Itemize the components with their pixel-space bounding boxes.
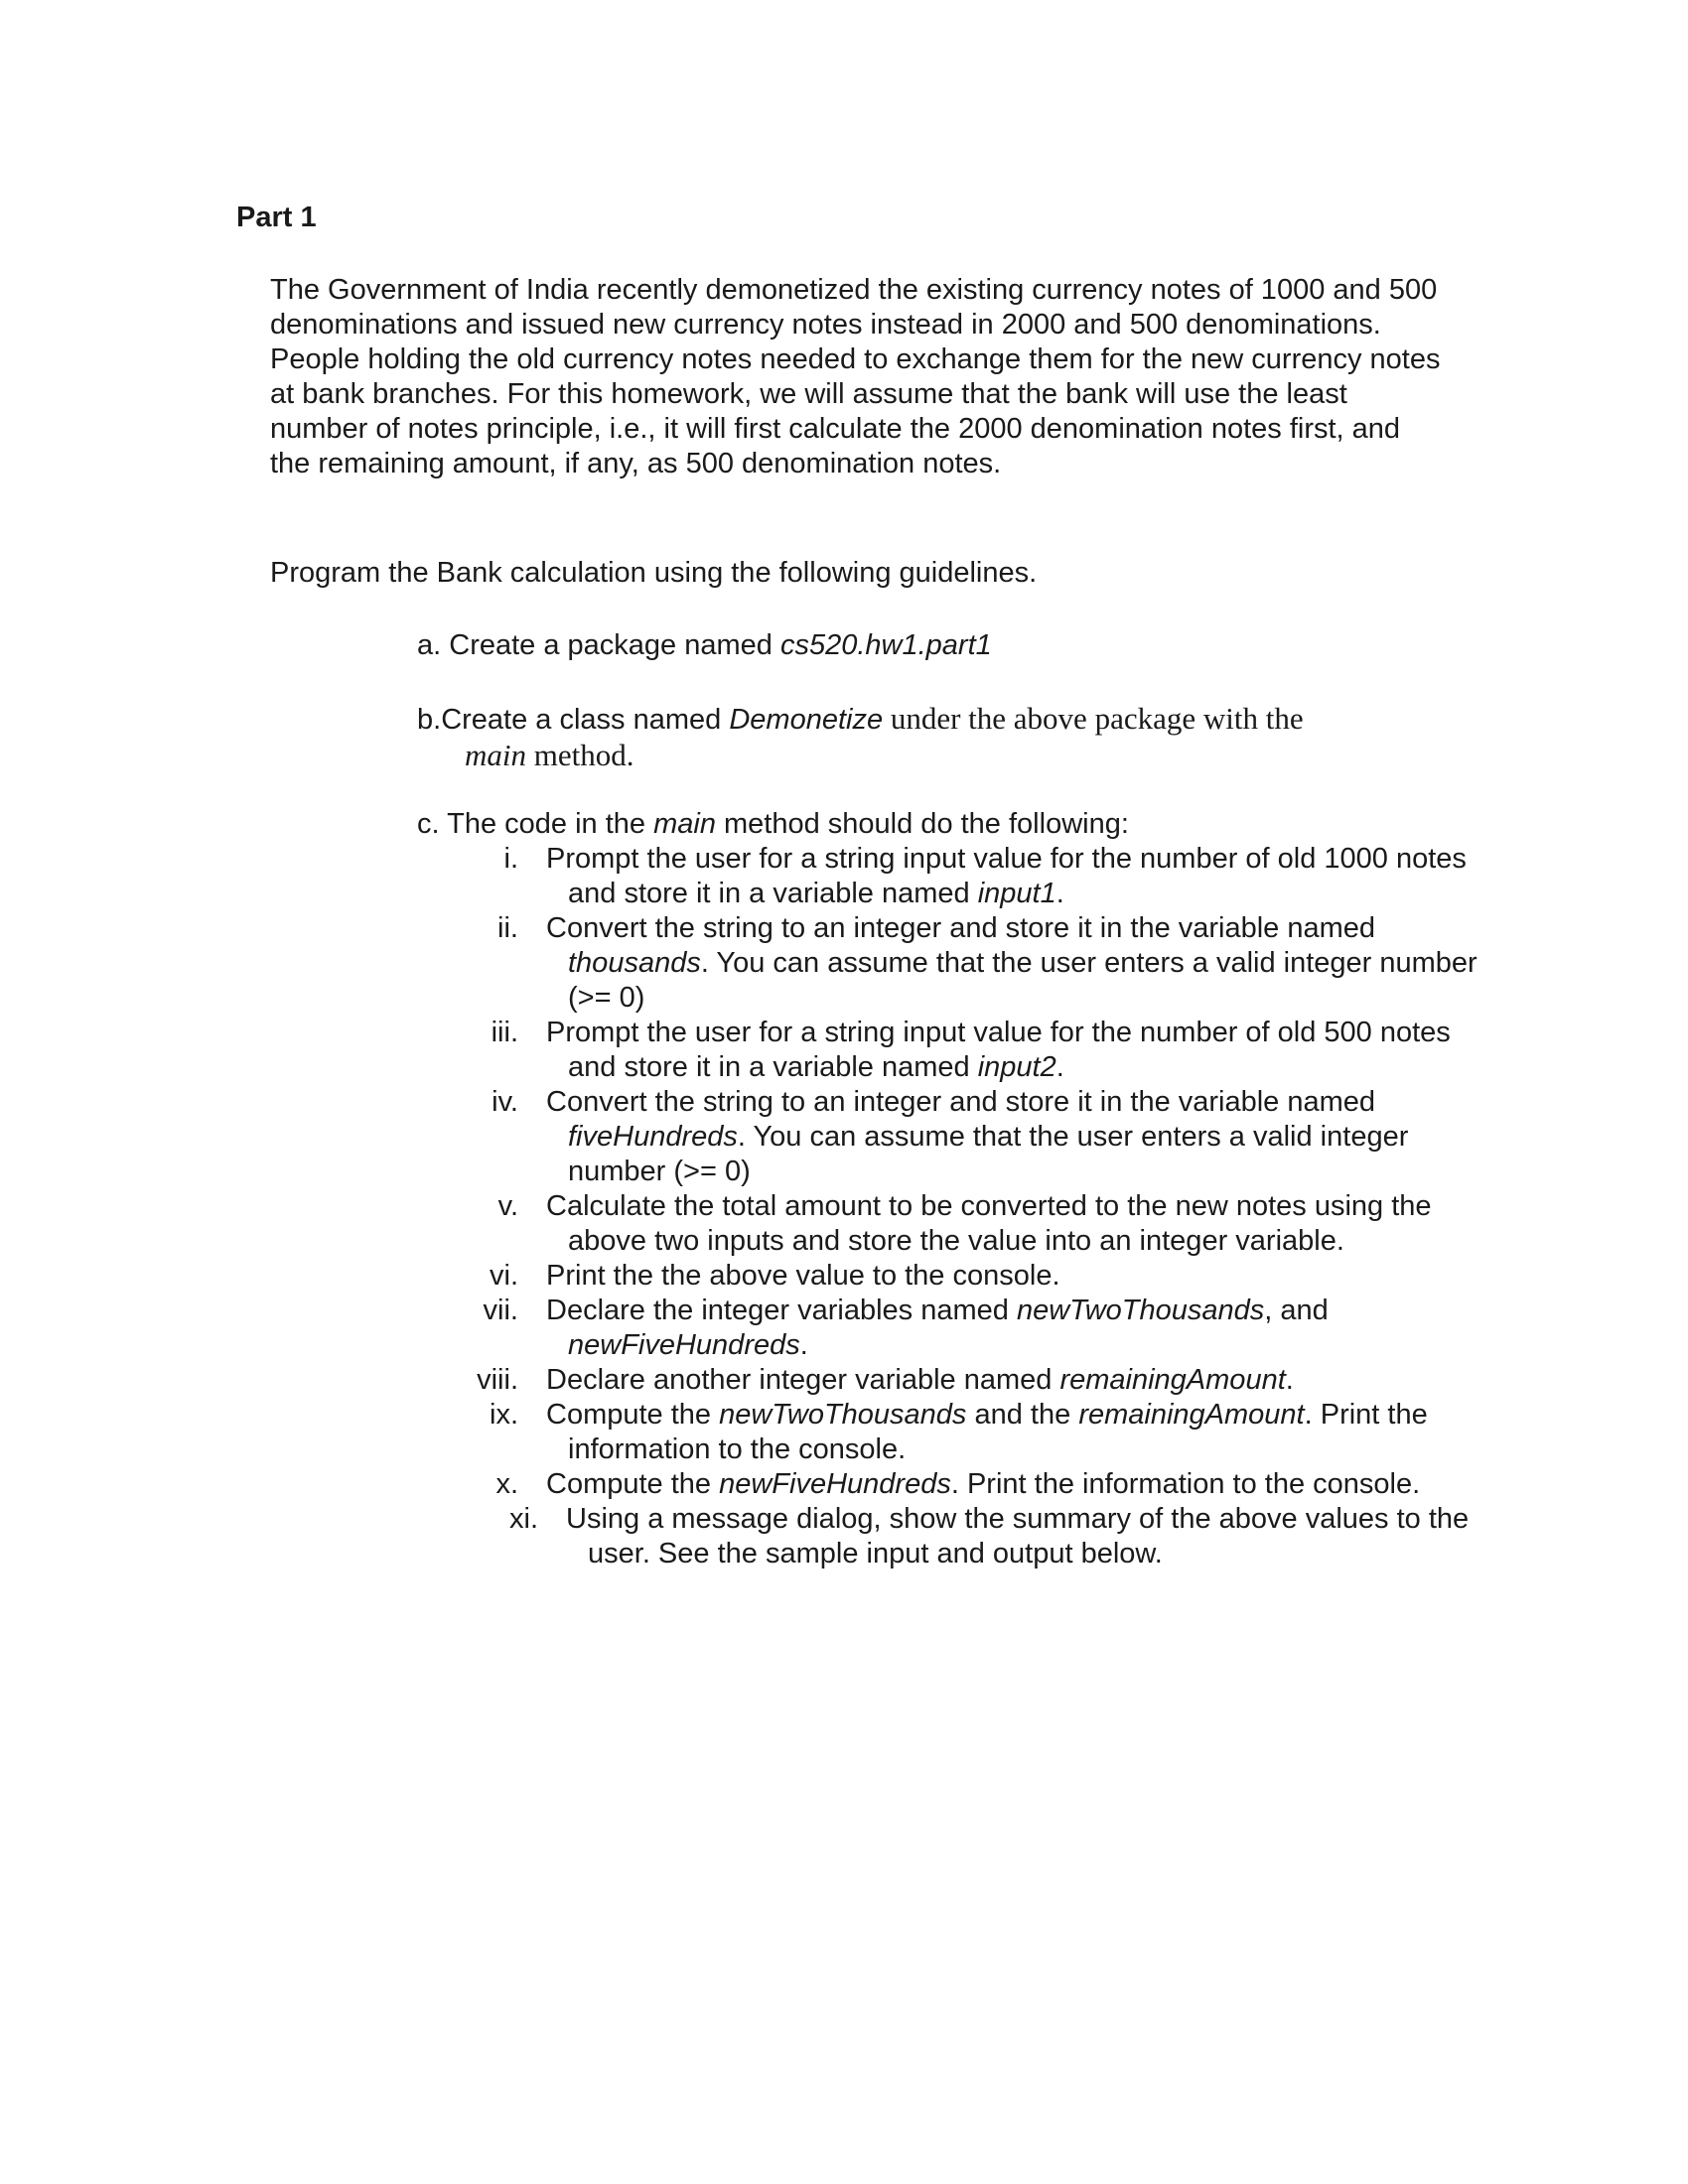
substep-text: . Print the information to the console. — [950, 1468, 1421, 1500]
substep-text: Convert the string to an integer and store it in the variable named — [546, 912, 1376, 944]
substep-text: . — [799, 1329, 808, 1361]
step-b-text: Create a class named — [441, 704, 730, 736]
substep-text: Print the the above value to the console. — [546, 1260, 1060, 1292]
substep-vi — [0, 1259, 1688, 1294]
substep-number: i. — [503, 843, 518, 875]
step-c-marker: c. — [417, 808, 440, 840]
variable-name: remainingAmount — [1059, 1364, 1286, 1396]
variable-name: newFiveHundreds — [568, 1329, 800, 1361]
class-name: Demonetize — [729, 704, 884, 736]
substep-text: Declare the integer variables named — [546, 1295, 1017, 1326]
variable-name: newTwoThousands — [719, 1399, 967, 1431]
substep-v — [0, 1189, 1688, 1259]
substep-iv — [0, 1085, 1688, 1189]
substep-number: x. — [495, 1468, 518, 1500]
substep-text: . You can assume that the user enters a valid integer number (>= 0) — [568, 1121, 1409, 1187]
substep-text: . — [1285, 1364, 1294, 1396]
step-b — [417, 701, 1410, 774]
substep-ii — [0, 911, 1688, 1016]
variable-name: input1 — [977, 878, 1056, 909]
variable-name: newTwoThousands — [1016, 1295, 1265, 1326]
page-title: Part 1 — [236, 202, 317, 233]
step-a — [417, 628, 992, 663]
step-c-text2: method should do the following: — [715, 808, 1129, 840]
substep-number: ii. — [497, 912, 518, 944]
substep-text: and the — [966, 1399, 1079, 1431]
step-c-text: The code in the — [447, 808, 654, 840]
variable-name: fiveHundreds — [568, 1121, 738, 1153]
substep-text: . — [1055, 1051, 1064, 1083]
substep-number: viii. — [477, 1364, 518, 1396]
substep-xi — [0, 1502, 1688, 1571]
package-name: cs520.hw1.part1 — [779, 629, 992, 661]
variable-name: remainingAmount — [1078, 1399, 1305, 1431]
substep-x — [0, 1467, 1688, 1502]
variable-name: input2 — [977, 1051, 1056, 1083]
substep-number: vi. — [490, 1260, 518, 1292]
substep-vii — [0, 1294, 1688, 1363]
substep-text: Declare another integer variable named — [546, 1364, 1060, 1396]
substep-number: xi. — [509, 1503, 538, 1535]
substep-number: iii. — [491, 1017, 518, 1048]
substep-text: Prompt the user for a string input value for the number of old 1000 notes and store it in a variable named — [546, 843, 1467, 909]
step-b-text2: under the above package with the — [883, 701, 1304, 736]
step-a-marker: a. — [417, 629, 442, 661]
substep-number: iv. — [492, 1086, 518, 1118]
substep-text: Calculate the total amount to be converted to the new notes using the above two inputs and store the value into an integer variable. — [546, 1190, 1432, 1257]
substep-list — [0, 842, 1688, 1571]
variable-name: thousands — [568, 947, 701, 979]
substep-number: vii. — [483, 1295, 518, 1326]
step-c — [417, 807, 1129, 842]
substep-number: v. — [497, 1190, 518, 1222]
substep-text: Convert the string to an integer and store it in the variable named — [546, 1086, 1376, 1118]
substep-text: . — [1055, 878, 1064, 909]
substep-number: ix. — [490, 1399, 518, 1431]
substep-text: Prompt the user for a string input value for the number of old 500 notes and store it in a variable named — [546, 1017, 1451, 1083]
intro-paragraph: The Government of India recently demonetized the existing currency notes of 1000 and 500 denominations and issued new currency notes instead in 2000 and 500 denominations. People holding the old currency notes needed to exchange them for the new currency notes at bank branches. For this homework, we will assume that the bank will use the least number of notes principle, i.e., it will first calculate the 2000 denomination notes first, and the remaining amount, if any, as 500 denomination notes. — [270, 274, 1441, 479]
substep-text: , and — [1264, 1295, 1329, 1326]
substep-text: Compute the — [546, 1468, 720, 1500]
step-b-marker: b. — [417, 704, 442, 736]
substep-i — [0, 842, 1688, 911]
step-b-text3: method. — [526, 738, 634, 772]
variable-name: newFiveHundreds — [719, 1468, 951, 1500]
substep-iii — [0, 1016, 1688, 1085]
step-b-method: main — [465, 738, 526, 772]
guidelines-sentence: Program the Bank calculation using the following guidelines. — [270, 557, 1038, 589]
substep-text: . Print the information to the console. — [568, 1399, 1428, 1465]
substep-text: Compute the — [546, 1399, 720, 1431]
substep-text: . You can assume that the user enters a valid integer number (>= 0) — [568, 947, 1477, 1014]
substep-viii — [0, 1363, 1688, 1398]
step-a-text: Create a package named — [449, 629, 780, 661]
substep-text: Using a message dialog, show the summary of the above values to the user. See the sample input and output below. — [566, 1503, 1470, 1570]
substep-ix — [0, 1398, 1688, 1467]
step-c-method: main — [653, 808, 716, 840]
